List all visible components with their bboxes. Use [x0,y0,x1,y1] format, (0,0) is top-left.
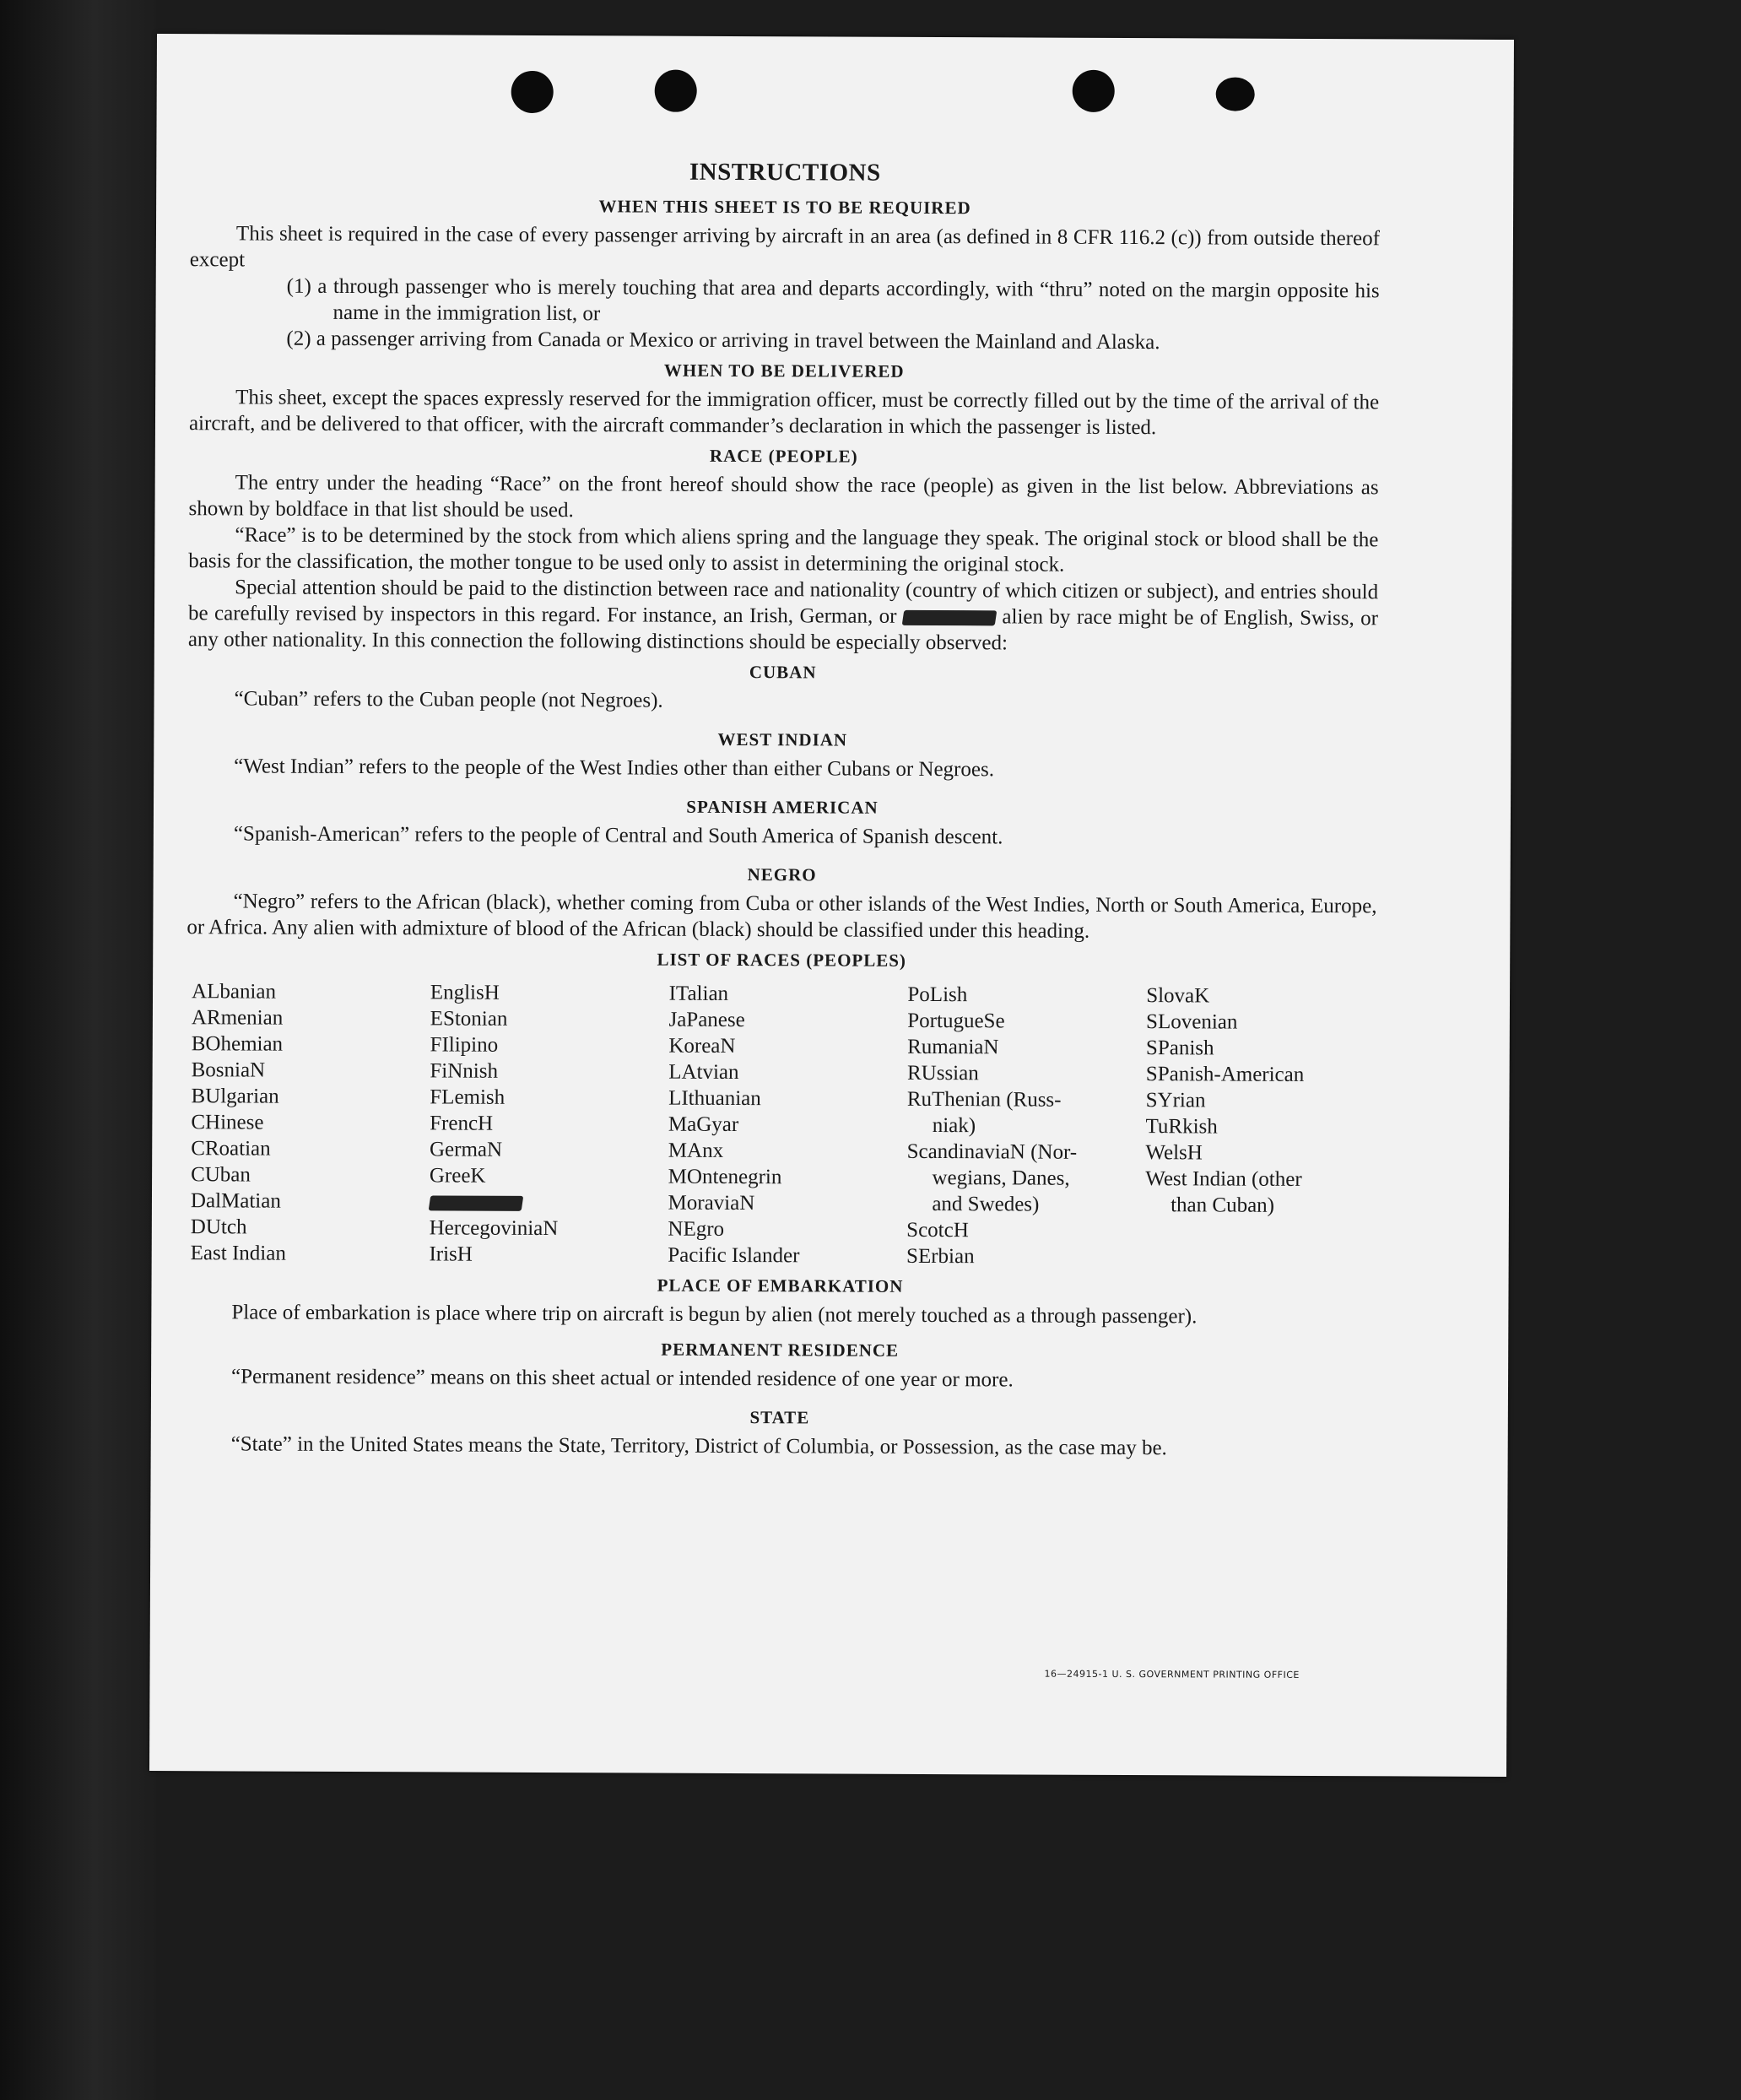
race-entry: BOhemian [191,1032,284,1056]
races-column-2 [429,979,660,1268]
race-entry: MaGyar [668,1112,739,1137]
race-entry: PortugueSe [907,1009,1005,1033]
west-indian-text: “West Indian” refers to the people of the West Indies other than either Cubans or Negroes. [234,755,995,782]
races-list [191,978,1376,1271]
instructions-content [185,156,1381,1462]
race-entry: RUssian [906,1061,979,1085]
section-heading-when-delivered: WHEN TO BE DELIVERED [663,360,905,382]
race-entry: JaPanese [668,1008,745,1032]
race-paragraph-1: The entry under the heading “Race” on the front hereof should show the race (people) as given in the list below. Abbreviations as shown by boldface in that list should be used. [188,471,1379,522]
printing-office-footer: 16—24915-1 U. S. GOVERNMENT PRINTING OFFICE [1044,1668,1300,1681]
punch-hole [511,71,554,113]
race-entry: RuThenian (Russ- [906,1087,1062,1112]
race-entry: MAnx [668,1139,724,1162]
race-entry: EnglisH [430,981,500,1004]
punch-hole [1216,77,1255,111]
race-entry-continued: and Swedes) [932,1193,1040,1216]
race-entry-continued: wegians, Danes, [932,1166,1070,1190]
race-entry: DalMatian [190,1189,281,1213]
race-entry: ScandinaviaN (Nor- [906,1139,1078,1164]
race-entry: West Indian (other [1145,1167,1302,1191]
cuban-text: “Cuban” refers to the Cuban people (not Negroes). [234,687,663,712]
punch-hole [1073,70,1115,112]
race-entry: BUlgarian [191,1085,279,1108]
section-heading-state: STATE [749,1407,810,1428]
race-entry: DUtch [190,1215,247,1239]
race-entry: SPanish [1145,1036,1214,1060]
section-heading-race: RACE (PEOPLE) [709,445,858,467]
embarkation-text: Place of embarkation is place where trip on aircraft is begun by alien (not merely touched as a through passenger). [231,1301,1198,1329]
race-entry: East Indian [190,1242,286,1265]
redaction-mark [428,1196,523,1211]
race-entry: SYrian [1145,1089,1206,1112]
race-entry: Pacific Islander [668,1243,800,1268]
document-sheet [149,34,1514,1777]
race-entry-continued: niak) [932,1114,976,1138]
race-entry-redacted [430,1188,660,1215]
race-paragraph-3-start: Special attention should be paid to the distinction between race and nationality (country of which citizen or subject), and entries should be carefully revised by inspectors in this regard. For instance, an Irish, German, or [187,576,1379,628]
section-heading-west-indian: WEST INDIAN [717,728,848,750]
negro-text: “Negro” refers to the African (black), whether coming from Cuba or other islands of the West Indies, North or South America, Europe, or Africa. Any alien with admixture of blood of the African (black) should be classified under this heading. [187,890,1377,943]
state-text: “State” in the United States means the State, Territory, District of Columbia, or Possession, as the case may be. [230,1432,1167,1460]
race-entry: NEgro [668,1217,725,1241]
races-column-4 [906,982,1138,1270]
race-entry: ScotcH [906,1218,969,1242]
section-heading-spanish-american: SPANISH AMERICAN [686,796,879,818]
race-entry: SLovenian [1146,1010,1238,1034]
exception-item-2: (2) a passenger arriving from Canada or Mexico or arriving in travel between the Mainland and Alaska. [286,327,1160,355]
race-entry: GermaN [429,1138,503,1161]
race-entry: CRoatian [191,1137,271,1161]
race-paragraph-3-end: alien by race might be of English, Swiss, or any other nationality. In this connection the following distinctions should be especially observed: [187,605,1379,655]
section-heading-negro: NEGRO [747,864,817,885]
races-column-1 [191,978,422,1267]
race-entry: CHinese [191,1111,264,1134]
permanent-residence-text: “Permanent residence” means on this sheet actual or intended residence of one year or more. [231,1365,1014,1392]
section-heading-embarkation: PLACE OF EMBARKATION [657,1275,904,1296]
race-entry: ITalian [668,982,729,1005]
race-entry: ALbanian [191,980,277,1004]
race-entry: BosniaN [191,1058,266,1082]
race-entry: MoraviaN [668,1191,755,1215]
race-entry: SErbian [906,1244,975,1269]
race-entry: KoreaN [668,1034,736,1058]
redaction-mark [902,610,998,625]
race-entry: SPanish-American [1145,1063,1305,1086]
section-heading-permanent-residence: PERMANENT RESIDENCE [661,1339,900,1361]
race-entry: IrisH [429,1242,473,1266]
race-entry: PoLish [907,982,968,1007]
races-column-3 [668,981,899,1269]
race-entry-continued: than Cuban) [1171,1193,1275,1217]
race-entry: WelsH [1145,1141,1203,1165]
race-entry: FLemish [430,1085,506,1109]
race-entry: FrencH [430,1112,494,1135]
race-entry: HercegoviniaN [429,1216,559,1241]
race-entry: FIlipino [430,1033,499,1057]
race-entry: TuRkish [1145,1115,1218,1139]
when-required-intro: This sheet is required in the case of every passenger arriving by aircraft in an area (as defined in 8 CFR 116.2 (c)) from outside thereof except [189,222,1381,272]
race-entry: LIthuanian [668,1086,761,1111]
scan-background [0,0,156,2100]
spanish-american-text: “Spanish-American” refers to the people of Central and South America of Spanish descent. [233,822,1003,849]
race-entry: RumaniaN [907,1035,999,1059]
section-heading-when-required: WHEN THIS SHEET IS TO BE REQUIRED [598,196,971,219]
section-heading-list-of-races: LIST OF RACES (PEOPLES) [657,949,907,971]
race-entry: ARmenian [191,1006,284,1030]
race-entry: FiNnish [430,1059,499,1083]
races-column-5 [1145,982,1376,1271]
race-entry: EStonian [430,1007,508,1031]
race-entry: GreeK [429,1164,486,1188]
race-paragraph-3 [188,574,1378,658]
race-entry: LAtvian [668,1060,739,1085]
race-paragraph-2: “Race” is to be determined by the stock from which aliens spring and the language they speak. The original stock or blood shall be the basis for the classification, the mother tongue to be used only to assist in determining the original stock. [188,523,1379,576]
race-entry: CUban [191,1163,251,1187]
race-entry: SlovaK [1146,984,1210,1008]
exception-item-1: (1) a through passenger who is merely touching that area and departs accordingly, with “thru” noted on the margin opposite his name in the immigration list, or [286,274,1380,326]
when-delivered-text: This sheet, except the spaces expressly reserved for the immigration officer, must be correctly filled out by the time of the arrival of the aircraft, and be delivered to that officer, with the aircraft commander’s declaration in which the passenger is listed. [188,386,1380,440]
race-entry: MOntenegrin [668,1165,782,1189]
section-heading-cuban: CUBAN [749,662,817,683]
page-title: INSTRUCTIONS [689,158,881,187]
punch-hole [655,70,697,112]
